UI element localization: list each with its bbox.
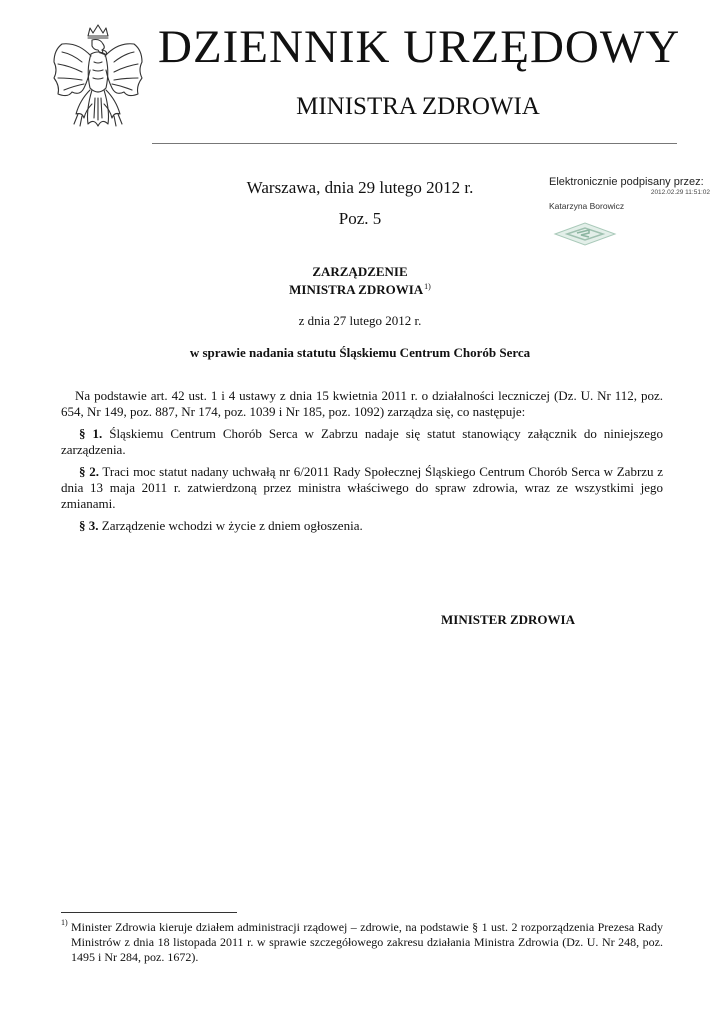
footnote-divider	[61, 912, 237, 913]
section-1	[61, 426, 663, 458]
header-divider	[152, 143, 677, 144]
section-2	[61, 464, 663, 512]
order-type: ZARZĄDZENIE	[312, 264, 408, 279]
signature-title: Elektronicznie podpisany przez:	[549, 176, 704, 188]
section-text: Traci moc statut nadany uchwałą nr 6/2011 Rady Społecznej Śląskiego Centrum Chorób Serca w Zabrzu z dnia 13 maja 2011 r. zatwierdzoną przez ministra właściwego do spraw zdrowia, wraz ze wszystkimi jego zmianami.	[61, 464, 664, 511]
footnote-reference[interactable]: 1)	[424, 282, 431, 291]
order-subject: w sprawie nadania statutu Śląskiemu Centrum Chorób Serca	[189, 345, 531, 360]
section-number: § 3.	[79, 518, 99, 533]
footnote-text: Minister Zdrowia kieruje działem administracji rządowej – zdrowie, na podstawie § 1 ust. 2 rozporządzenia Prezesa Rady Ministrów z dnia 18 listopada 2011 r. w sprawie szczegółowego zakresu działania Ministra Zdrowia (Dz. U. Nr 248, poz. 1495 i Nr 284, poz. 1672).	[71, 920, 663, 964]
footnote-mark: 1)	[61, 918, 68, 927]
position-number: Poz. 5	[338, 209, 382, 228]
signature-logo-icon	[553, 221, 617, 247]
section-text: Zarządzenie wchodzi w życie z dniem ogłoszenia.	[101, 518, 363, 533]
order-date: z dnia 27 lutego 2012 r.	[298, 313, 422, 328]
journal-title: DZIENNIK URZĘDOWY	[158, 21, 681, 73]
section-3	[61, 518, 663, 534]
order-issuer-text: MINISTRA ZDROWIA	[289, 282, 424, 297]
publication-date: Warszawa, dnia 29 lutego 2012 r.	[246, 178, 474, 197]
section-number: § 1.	[79, 426, 103, 441]
polish-eagle-emblem-icon	[48, 20, 148, 142]
legal-basis-paragraph: Na podstawie art. 42 ust. 1 i 4 ustawy z dnia 15 kwietnia 2011 r. o działalności leczniczej (Dz. U. Nr 112, poz. 654, Nr 149, poz. 887, Nr 174, poz. 1039 i Nr 185, poz. 1092) zarządza się, co następuje:	[61, 388, 663, 419]
order-issuer	[160, 279, 560, 297]
journal-ministry-subtitle: MINISTRA ZDROWIA	[296, 93, 540, 120]
signatory: MINISTER ZDROWIA	[441, 612, 575, 627]
section-number: § 2.	[79, 464, 99, 479]
section-text: Śląskiemu Centrum Chorób Serca w Zabrzu nadaje się statut stanowiący załącznik do niniejszego zarządzenia.	[61, 426, 664, 457]
signature-name: Katarzyna Borowicz	[549, 201, 625, 211]
signature-timestamp: 2012.02.29 11:51:02	[650, 189, 710, 196]
